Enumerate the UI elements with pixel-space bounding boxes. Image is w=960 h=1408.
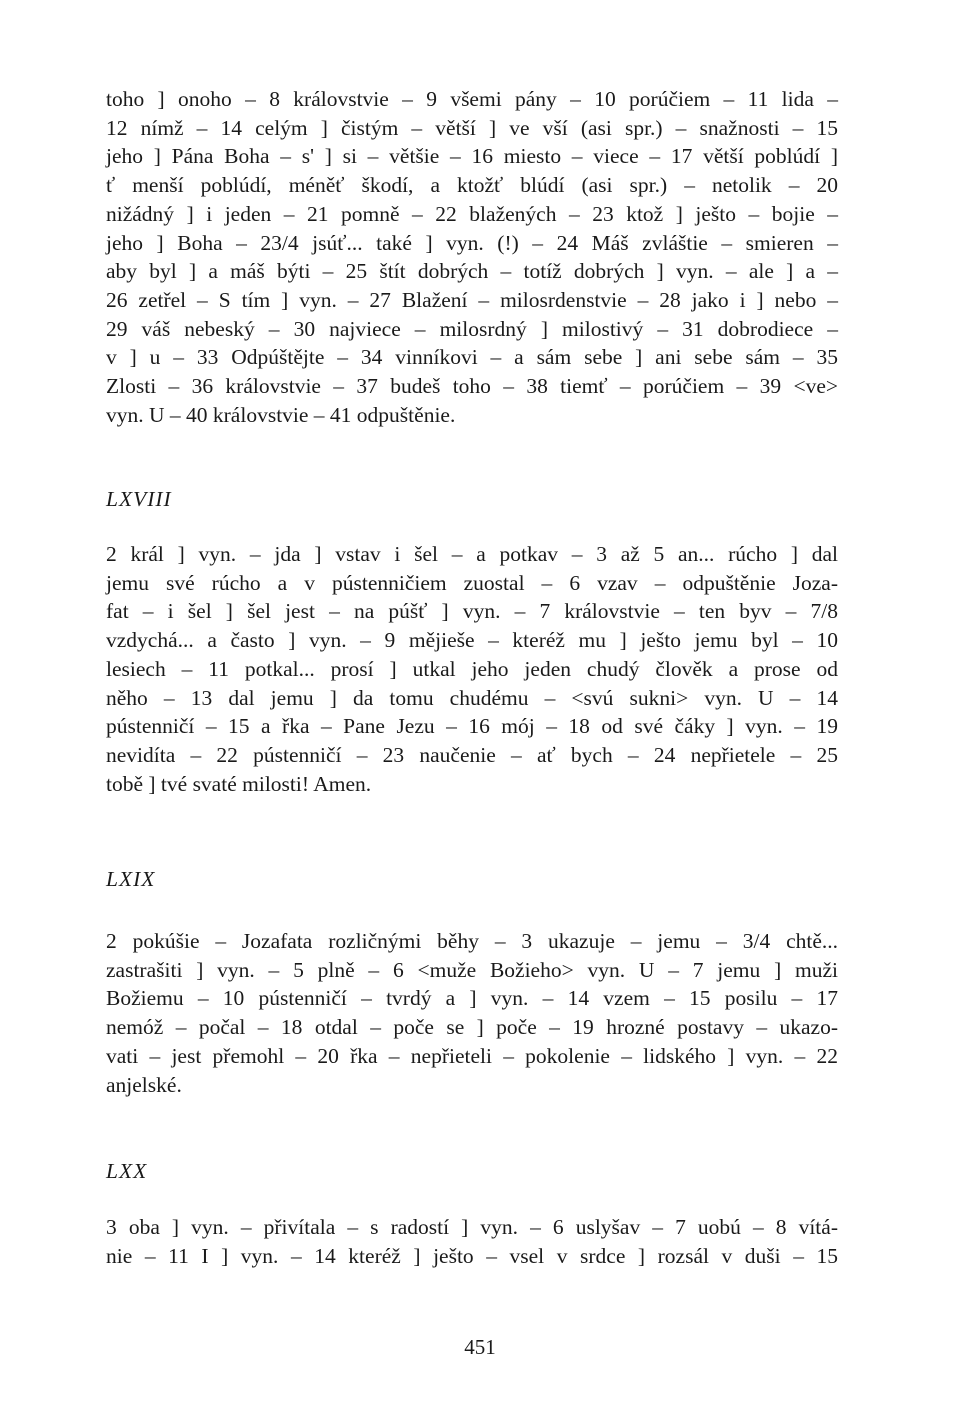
text-line: zastrašiti ] vyn. – 5 plně – 6 <muže Božieho> vyn. U – 7 jemu ] muži <box>106 957 838 982</box>
text-line: něho – 13 dal jemu ] da tomu chudému – <svú sukni> vyn. U – 14 <box>106 685 838 710</box>
text-line: 2 král ] vyn. – jda ] vstav i šel – a potkav – 3 až 5 an... rúcho ] dal <box>106 542 838 566</box>
text-line: Božiemu – 10 pústenničí – tvrdý a ] vyn. – 14 vzem – 15 posilu – 17 <box>106 986 838 1011</box>
text-line: toho ] onoho – 8 královstvie – 9 všemi pány – 10 porúčiem – 11 lida – <box>106 87 838 111</box>
text-line: 26 zetřel – S tím ] vyn. – 27 Blažení – milosrdenstvie – 28 jako i ] nebo – <box>106 287 838 312</box>
apparatus-block-1 <box>106 85 838 429</box>
text-line: vati – jest přemohl – 20 řka – nepřieteli – pokolenie – lidského ] vyn. – 22 <box>106 1043 838 1068</box>
apparatus-block-4 <box>106 1213 838 1270</box>
text-line: vyn. U – 40 královstvie – 41 odpuštěnie. <box>106 402 456 427</box>
text-line: Zlosti – 36 královstvie – 37 budeš toho – 38 tiemť – porúčiem – 39 <ve> <box>106 374 838 399</box>
text-line: tobě ] tvé svaté milosti! Amen. <box>106 771 372 796</box>
apparatus-block-2 <box>106 540 838 798</box>
text-line: lesiech – 11 potkal... prosí ] utkal jeho jeden chudý člověk a prose od <box>106 656 838 681</box>
text-line: 12 nímž – 14 celým ] čistým – větší ] ve vší (asi spr.) – snažnosti – 15 <box>106 115 838 140</box>
text-line: jeho ] Pána Boha – s' ] si – většie – 16 miesto – viece – 17 větší poblúdí ] <box>106 144 838 169</box>
text-line: nevidíta – 22 pústenničí – 23 naučenie – ať bych – 24 nepřietele – 25 <box>106 742 838 767</box>
text-line: 29 váš nebeský – 30 najviece – milosrdný ] milostivý – 31 dobrodiece – <box>106 316 838 341</box>
text-line: ť menší poblúdí, méněť škodí, a ktožť blúdí (asi spr.) – netolik – 20 <box>106 173 838 198</box>
text-line: jeho ] Boha – 23/4 jsúť... také ] vyn. (!) – 24 Máš zvláštie – smieren – <box>106 230 838 255</box>
text-line: nie – 11 I ] vyn. – 14 kteréž ] ješto – vsel v srdce ] rozsál v duši – 15 <box>106 1243 838 1268</box>
text-line: nižádný ] i jeden – 21 pomně – 22 blažených – 23 ktož ] ješto – bojie – <box>106 201 838 226</box>
text-line: 3 oba ] vyn. – přivítala – s radostí ] vyn. – 6 uslyšav – 7 uobú – 8 vítá- <box>106 1215 838 1239</box>
section-heading: LXVIII <box>106 487 172 511</box>
text-line: vzdychá... a často ] vyn. – 9 mějieše – kteréž mu ] ješto jemu byl – 10 <box>106 628 838 653</box>
text-line: fat – i šel ] šel jest – na púšť ] vyn. – 7 královstvie – ten byv – 7/8 <box>106 599 838 624</box>
text-line: anjelské. <box>106 1072 182 1097</box>
section-heading: LXIX <box>106 867 156 891</box>
text-line: pústenničí – 15 a řka – Pane Jezu – 16 mój – 18 od své čáky ] vyn. – 19 <box>106 714 838 739</box>
text-line: nemóž – počal – 18 otdal – poče se ] poče – 19 hrozné postavy – ukazo- <box>106 1015 838 1040</box>
section-heading: LXX <box>106 1159 148 1183</box>
text-line: 2 pokúšie – Jozafata rozličnými běhy – 3 ukazuje – jemu – 3/4 chtě... <box>106 929 838 953</box>
page-number: 451 <box>464 1335 496 1359</box>
text-line: aby byl ] a máš býti – 25 štít dobrých – totíž dobrých ] vyn. – ale ] a – <box>106 259 838 284</box>
text-line: jemu své rúcho a v pústenničiem zuostal – 6 vzav – odpuštěnie Joza- <box>106 570 838 595</box>
apparatus-block-3 <box>106 927 838 1099</box>
text-line: v ] u – 33 Odpúštějte – 34 vinníkovi – a sám sebe ] ani sebe sám – 35 <box>106 345 838 370</box>
